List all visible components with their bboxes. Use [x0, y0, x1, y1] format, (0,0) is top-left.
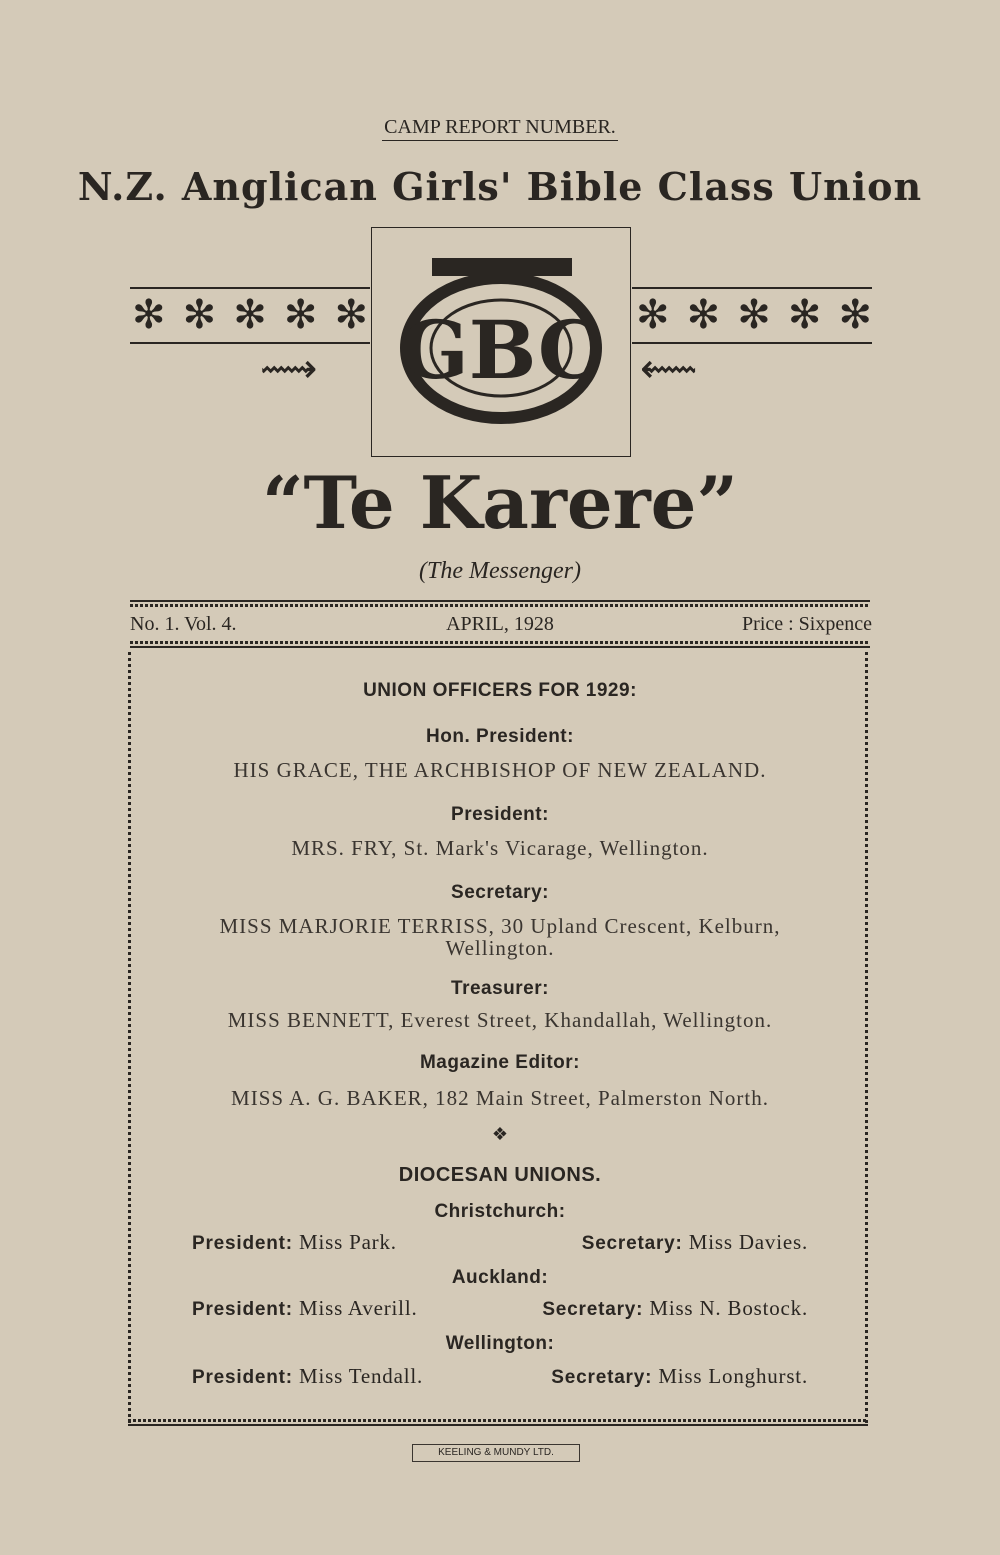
union-row: [192, 1296, 808, 1321]
officer-name: MISS A. G. BAKER, 182 Main Street, Palmerston North.: [231, 1086, 769, 1110]
officer-role: Secretary:: [451, 882, 549, 903]
divider: [632, 287, 872, 289]
secretary-label: Secretary:: [551, 1367, 653, 1388]
officer-name: HIS GRACE, THE ARCHBISHOP OF NEW ZEALAND.: [233, 758, 767, 782]
divider: [632, 342, 872, 344]
divider: [130, 600, 870, 602]
divider: [130, 287, 370, 289]
issue-price: Price : Sixpence: [742, 613, 872, 635]
president-name: Miss Park.: [298, 1230, 397, 1254]
union-row: [192, 1230, 808, 1255]
svg-text:GBC: GBC: [400, 303, 602, 397]
divider: [128, 1424, 868, 1426]
magazine-subtitle: (The Messenger): [419, 558, 581, 584]
diocesan-heading: DIOCESAN UNIONS.: [398, 1164, 602, 1186]
scroll-ornament-right: ⟿: [640, 346, 698, 391]
union-name: Auckland:: [451, 1267, 549, 1288]
president-name: Miss Tendall.: [298, 1364, 424, 1388]
ornament-left: ✻ ✻ ✻ ✻ ✻: [132, 292, 368, 337]
ornament-right: ✻ ✻ ✻ ✻ ✻: [636, 292, 872, 337]
dotted-rule: [130, 641, 870, 644]
scroll-ornament-left: ⟿: [260, 346, 318, 391]
officer-role: Hon. President:: [426, 726, 574, 747]
issue-date: APRIL, 1928: [446, 613, 554, 635]
union-name: Christchurch:: [434, 1201, 566, 1222]
secretary-name: Miss Longhurst.: [658, 1364, 808, 1388]
officers-heading: UNION OFFICERS FOR 1929:: [363, 680, 637, 701]
divider: [130, 646, 870, 648]
issue-number: No. 1. Vol. 4.: [130, 613, 237, 635]
officer-name: MRS. FRY, St. Mark's Vicarage, Wellington.: [291, 836, 709, 860]
secretary-name: Miss N. Bostock.: [649, 1296, 808, 1320]
president-name: Miss Averill.: [298, 1296, 418, 1320]
secretary-label: Secretary:: [581, 1233, 683, 1254]
divider: [130, 342, 370, 344]
president-label: President:: [192, 1233, 293, 1254]
union-row: [192, 1364, 808, 1389]
officer-role: Magazine Editor:: [419, 1052, 580, 1073]
secretary-label: Secretary:: [542, 1299, 644, 1320]
officer-role: Treasurer:: [451, 978, 549, 999]
president-label: President:: [192, 1367, 293, 1388]
org-name: N.Z. Anglican Girls' Bible Class Union: [77, 164, 923, 209]
union-name: Wellington:: [445, 1333, 555, 1354]
officer-name: MISS BENNETT, Everest Street, Khandallah, Wellington.: [227, 1008, 773, 1032]
logo-frame: [371, 227, 631, 457]
gbc-monogram-logo: [372, 228, 630, 456]
officer-name-cont: Wellington.: [445, 936, 555, 960]
officer-name: MISS MARJORIE TERRISS, 30 Upland Crescent, Kelburn,: [219, 914, 781, 938]
edition-label: CAMP REPORT NUMBER.: [382, 116, 618, 141]
president-label: President:: [192, 1299, 293, 1320]
box-border-bottom: [128, 1419, 868, 1422]
printer-name: KEELING & MUNDY LTD.: [438, 1447, 554, 1458]
dotted-rule: [130, 604, 870, 607]
magazine-title: “Te Karere”: [262, 460, 738, 545]
printer-imprint: [412, 1444, 580, 1462]
fleuron-icon: ❖: [491, 1124, 509, 1144]
officer-role: President:: [451, 804, 549, 825]
secretary-name: Miss Davies.: [688, 1230, 808, 1254]
